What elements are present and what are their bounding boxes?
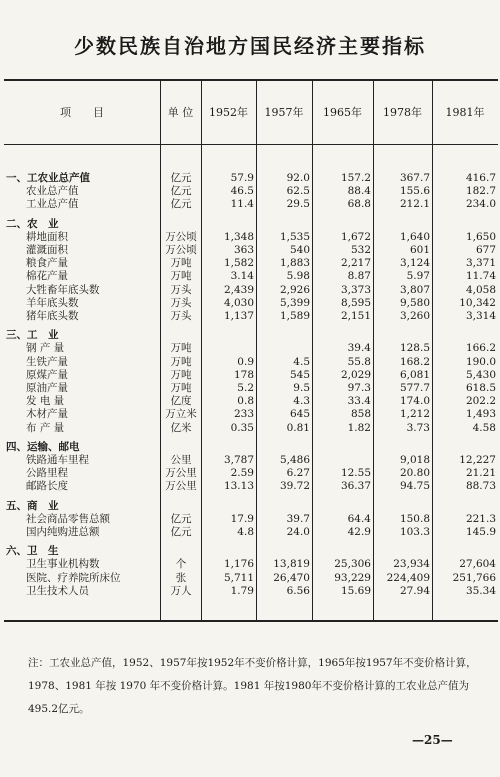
table-row xyxy=(0,369,500,381)
section-label: 四、运输、邮电 xyxy=(6,440,80,453)
cell-value: 6,081 xyxy=(399,368,430,381)
row-unit: 万公顷 xyxy=(165,230,197,243)
row-unit: 万吨 xyxy=(170,257,192,270)
cell-value: 618.5 xyxy=(465,382,496,394)
cell-value: 55.8 xyxy=(347,355,371,368)
header-unit: 单 位 xyxy=(167,106,194,119)
cell-value: 2,439 xyxy=(223,283,254,296)
cell-value: 0.35 xyxy=(230,421,254,434)
section-label: 二、农 业 xyxy=(6,217,59,230)
row-unit: 万公里 xyxy=(165,467,197,480)
cell-value: 5,711 xyxy=(223,571,254,584)
cell-value: 178 xyxy=(233,368,254,381)
table-row xyxy=(0,558,500,570)
cell-value: 4,030 xyxy=(223,296,254,309)
row-unit: 亿度 xyxy=(170,395,192,408)
cell-value: 1,535 xyxy=(279,230,310,243)
cell-value: 5.97 xyxy=(406,270,430,283)
row-label: 农业总产值 xyxy=(26,185,79,198)
table-row xyxy=(0,257,500,269)
header-bottom-rule xyxy=(4,144,498,145)
cell-value: 363 xyxy=(233,244,254,256)
cell-value: 4.58 xyxy=(472,421,496,434)
cell-value: 1,176 xyxy=(223,558,254,571)
cell-value: 367.7 xyxy=(399,172,430,184)
cell-value: 2,029 xyxy=(340,368,371,381)
cell-value: 5.98 xyxy=(286,270,310,283)
header-1952: 1952年 xyxy=(209,106,248,119)
row-label: 大牲畜年底头数 xyxy=(26,283,100,296)
row-unit: 亿元 xyxy=(170,198,192,211)
cell-value: 13.13 xyxy=(223,480,254,493)
cell-value: 62.5 xyxy=(286,185,310,198)
table-row xyxy=(0,500,500,512)
cell-value: 9.5 xyxy=(293,382,310,394)
cell-value: 577.7 xyxy=(399,382,430,394)
cell-value: 202.2 xyxy=(465,395,496,408)
cell-value: 26,470 xyxy=(273,571,310,584)
cell-value: 224,409 xyxy=(386,571,430,584)
cell-value: 3,314 xyxy=(465,310,496,322)
row-label: 原煤产量 xyxy=(26,368,68,381)
cell-value: 25,306 xyxy=(334,558,371,571)
cell-value: 15.69 xyxy=(340,584,371,597)
row-unit: 万吨 xyxy=(170,382,192,394)
table-row xyxy=(0,218,500,230)
cell-value: 3.14 xyxy=(230,270,254,283)
cell-value: 1.82 xyxy=(347,421,371,434)
header-1957: 1957年 xyxy=(264,106,304,119)
cell-value: 1.79 xyxy=(230,584,254,597)
row-unit: 万头 xyxy=(170,310,192,322)
cell-value: 39.72 xyxy=(279,480,310,493)
table-row xyxy=(0,395,500,407)
cell-value: 3,787 xyxy=(223,454,254,466)
cell-value: 0.9 xyxy=(237,355,254,368)
cell-value: 13,819 xyxy=(273,558,310,571)
cell-value: 3,260 xyxy=(399,310,430,322)
cell-value: 540 xyxy=(289,244,310,256)
row-label: 国内纯购进总额 xyxy=(26,526,100,538)
row-label: 棉花产量 xyxy=(26,270,68,283)
cell-value: 57.9 xyxy=(230,172,254,184)
cell-value: 68.8 xyxy=(347,198,371,211)
cell-value: 46.5 xyxy=(230,185,254,198)
table-row xyxy=(0,441,500,453)
cell-value: 1,137 xyxy=(223,310,254,322)
cell-value: 5,399 xyxy=(279,296,310,309)
header-1978: 1978年 xyxy=(383,106,422,119)
header-1981: 1981年 xyxy=(445,106,485,119)
cell-value: 23,934 xyxy=(393,558,430,571)
cell-value: 251,766 xyxy=(452,571,496,584)
cell-value: 145.9 xyxy=(465,526,496,538)
table-row xyxy=(0,382,500,394)
cell-value: 24.0 xyxy=(286,526,310,538)
cell-value: 4.5 xyxy=(293,355,310,368)
cell-value: 166.2 xyxy=(465,342,496,355)
row-unit: 亿元 xyxy=(170,172,192,184)
cell-value: 103.3 xyxy=(399,526,430,538)
cell-value: 36.37 xyxy=(340,480,371,493)
cell-value: 42.9 xyxy=(347,526,371,538)
section-label: 五、商 业 xyxy=(6,499,59,512)
cell-value: 8,595 xyxy=(340,296,371,309)
cell-value: 157.2 xyxy=(340,172,371,184)
cell-value: 150.8 xyxy=(399,512,430,525)
cell-value: 4.8 xyxy=(237,526,254,538)
row-unit: 万立米 xyxy=(165,408,197,421)
row-unit: 亿元 xyxy=(170,185,192,198)
table-row xyxy=(0,356,500,368)
cell-value: 1,582 xyxy=(223,257,254,270)
cell-value: 9,018 xyxy=(399,454,430,466)
table-row xyxy=(0,329,500,341)
cell-value: 3,371 xyxy=(465,257,496,270)
cell-value: 12,227 xyxy=(459,454,496,466)
row-label: 社会商品零售总额 xyxy=(26,512,110,525)
header-1965: 1965年 xyxy=(323,106,362,119)
cell-value: 11.4 xyxy=(230,198,254,211)
cell-value: 6.56 xyxy=(286,584,310,597)
table-row xyxy=(0,297,500,309)
table-row xyxy=(0,244,500,256)
cell-value: 8.87 xyxy=(347,270,371,283)
cell-value: 33.4 xyxy=(347,395,371,408)
cell-value: 5,486 xyxy=(279,454,310,466)
table-row xyxy=(0,284,500,296)
row-unit: 万吨 xyxy=(170,355,192,368)
footnote: 注：工农业总产值，1952、1957年按1952年不变价格计算，1965年按1957年不变价格计算，1978、1981 年按 1970 年不变价格计算。1981 年按1980年不变价格计算的工农业总产值为495.2亿元。 xyxy=(28,657,477,715)
cell-value: 1,672 xyxy=(340,230,371,243)
row-label: 工业总产值 xyxy=(26,198,79,211)
row-label: 羊年底头数 xyxy=(26,296,79,309)
cell-value: 64.4 xyxy=(347,512,371,525)
row-unit: 万吨 xyxy=(170,368,192,381)
cell-value: 0.81 xyxy=(286,421,310,434)
cell-value: 3,807 xyxy=(399,283,430,296)
cell-value: 416.7 xyxy=(465,172,496,184)
row-unit: 万人 xyxy=(170,584,192,597)
cell-value: 1,883 xyxy=(279,257,310,270)
cell-value: 168.2 xyxy=(399,355,430,368)
row-unit: 万吨 xyxy=(170,270,192,283)
cell-value: 39.4 xyxy=(347,342,371,355)
cell-value: 2.59 xyxy=(230,467,254,480)
cell-value: 94.75 xyxy=(399,480,430,493)
page-title: 少数民族自治地方国民经济主要指标 xyxy=(74,34,426,58)
cell-value: 97.3 xyxy=(347,382,371,394)
table-row xyxy=(0,270,500,282)
row-label: 粮食产量 xyxy=(26,257,68,270)
cell-value: 12.55 xyxy=(340,467,371,480)
cell-value: 545 xyxy=(289,368,310,381)
cell-value: 17.9 xyxy=(230,512,254,525)
table-bottom-rule xyxy=(4,620,498,622)
table-row xyxy=(0,185,500,197)
row-unit: 万头 xyxy=(170,283,192,296)
cell-value: 2,151 xyxy=(340,310,371,322)
row-unit: 公里 xyxy=(170,454,192,466)
cell-value: 2,217 xyxy=(340,257,371,270)
row-unit: 亿米 xyxy=(170,421,192,434)
row-label: 耕地面积 xyxy=(26,230,68,243)
cell-value: 221.3 xyxy=(465,512,496,525)
cell-value: 0.8 xyxy=(237,395,254,408)
row-unit: 万公里 xyxy=(165,480,197,493)
cell-value: 3,124 xyxy=(399,257,430,270)
row-label: 木材产量 xyxy=(26,408,68,421)
cell-value: 3.73 xyxy=(406,421,430,434)
row-unit: 张 xyxy=(175,571,187,584)
cell-value: 234.0 xyxy=(465,198,496,211)
cell-value: 35.34 xyxy=(465,584,496,597)
row-label: 布 产 量 xyxy=(26,421,65,434)
cell-value: 155.6 xyxy=(399,185,430,198)
row-label: 猪年底头数 xyxy=(26,310,79,322)
cell-value: 212.1 xyxy=(399,198,430,211)
page-number: —25— xyxy=(412,733,453,747)
row-unit: 万吨 xyxy=(170,342,192,355)
row-label: 卫生技术人员 xyxy=(26,584,89,597)
table-row xyxy=(0,513,500,525)
row-label: 公路里程 xyxy=(26,467,68,480)
row-label: 铁路通车里程 xyxy=(26,454,89,466)
row-unit: 万公顷 xyxy=(165,244,197,256)
header-item: 项 目 xyxy=(60,106,104,119)
cell-value: 6.27 xyxy=(286,467,310,480)
cell-value: 858 xyxy=(350,408,371,421)
cell-value: 2,926 xyxy=(279,283,310,296)
cell-value: 182.7 xyxy=(465,185,496,198)
cell-value: 1,212 xyxy=(399,408,430,421)
table-row xyxy=(0,572,500,584)
table-row xyxy=(0,467,500,479)
row-label: 钢 产 量 xyxy=(26,342,65,355)
cell-value: 1,493 xyxy=(465,408,496,421)
cell-value: 1,640 xyxy=(399,230,430,243)
cell-value: 10,342 xyxy=(459,296,496,309)
table-row xyxy=(0,526,500,538)
cell-value: 601 xyxy=(409,244,430,256)
cell-value: 92.0 xyxy=(286,172,310,184)
row-label: 发 电 量 xyxy=(26,395,65,408)
row-unit: 万头 xyxy=(170,296,192,309)
cell-value: 29.5 xyxy=(286,198,310,211)
cell-value: 190.0 xyxy=(465,355,496,368)
cell-value: 677 xyxy=(475,244,496,256)
cell-value: 128.5 xyxy=(399,342,430,355)
row-label: 邮路长度 xyxy=(26,480,68,493)
row-label: 原油产量 xyxy=(26,382,68,394)
table-row xyxy=(0,408,500,420)
table-row xyxy=(0,454,500,466)
cell-value: 9,580 xyxy=(399,296,430,309)
row-unit: 亿元 xyxy=(170,526,192,538)
table-row xyxy=(0,585,500,597)
cell-value: 4,058 xyxy=(465,283,496,296)
cell-value: 645 xyxy=(289,408,310,421)
table-row xyxy=(0,545,500,557)
cell-value: 93,229 xyxy=(334,571,371,584)
cell-value: 88.73 xyxy=(465,480,496,493)
table-row xyxy=(0,342,500,354)
cell-value: 174.0 xyxy=(399,395,430,408)
cell-value: 1,650 xyxy=(465,230,496,243)
cell-value: 5,430 xyxy=(465,368,496,381)
cell-value: 11.74 xyxy=(465,270,496,283)
cell-value: 88.4 xyxy=(347,185,371,198)
table-row xyxy=(0,310,500,322)
section-label: 一、工农业总产值 xyxy=(6,172,90,184)
cell-value: 21.21 xyxy=(465,467,496,480)
cell-value: 3,373 xyxy=(340,283,371,296)
cell-value: 4.3 xyxy=(293,395,310,408)
cell-value: 1,348 xyxy=(223,230,254,243)
cell-value: 27.94 xyxy=(399,584,430,597)
cell-value: 233 xyxy=(233,408,254,421)
cell-value: 5.2 xyxy=(237,382,254,394)
row-label: 灌溉面积 xyxy=(26,244,68,256)
cell-value: 1,589 xyxy=(279,310,310,322)
table-row xyxy=(0,231,500,243)
section-label: 六、卫 生 xyxy=(6,545,59,558)
row-unit: 个 xyxy=(175,558,187,571)
row-label: 生铁产量 xyxy=(26,355,68,368)
section-label: 三、工 业 xyxy=(6,329,59,342)
table-row xyxy=(0,480,500,492)
table-row xyxy=(0,198,500,210)
table-row xyxy=(0,172,500,184)
cell-value: 20.80 xyxy=(399,467,430,480)
table-row xyxy=(0,422,500,434)
row-label: 卫生事业机构数 xyxy=(26,558,100,571)
cell-value: 532 xyxy=(350,244,371,256)
cell-value: 39.7 xyxy=(286,512,310,525)
cell-value: 27,604 xyxy=(459,558,496,571)
row-unit: 亿元 xyxy=(170,512,192,525)
row-label: 医院、疗养院所床位 xyxy=(26,571,121,584)
